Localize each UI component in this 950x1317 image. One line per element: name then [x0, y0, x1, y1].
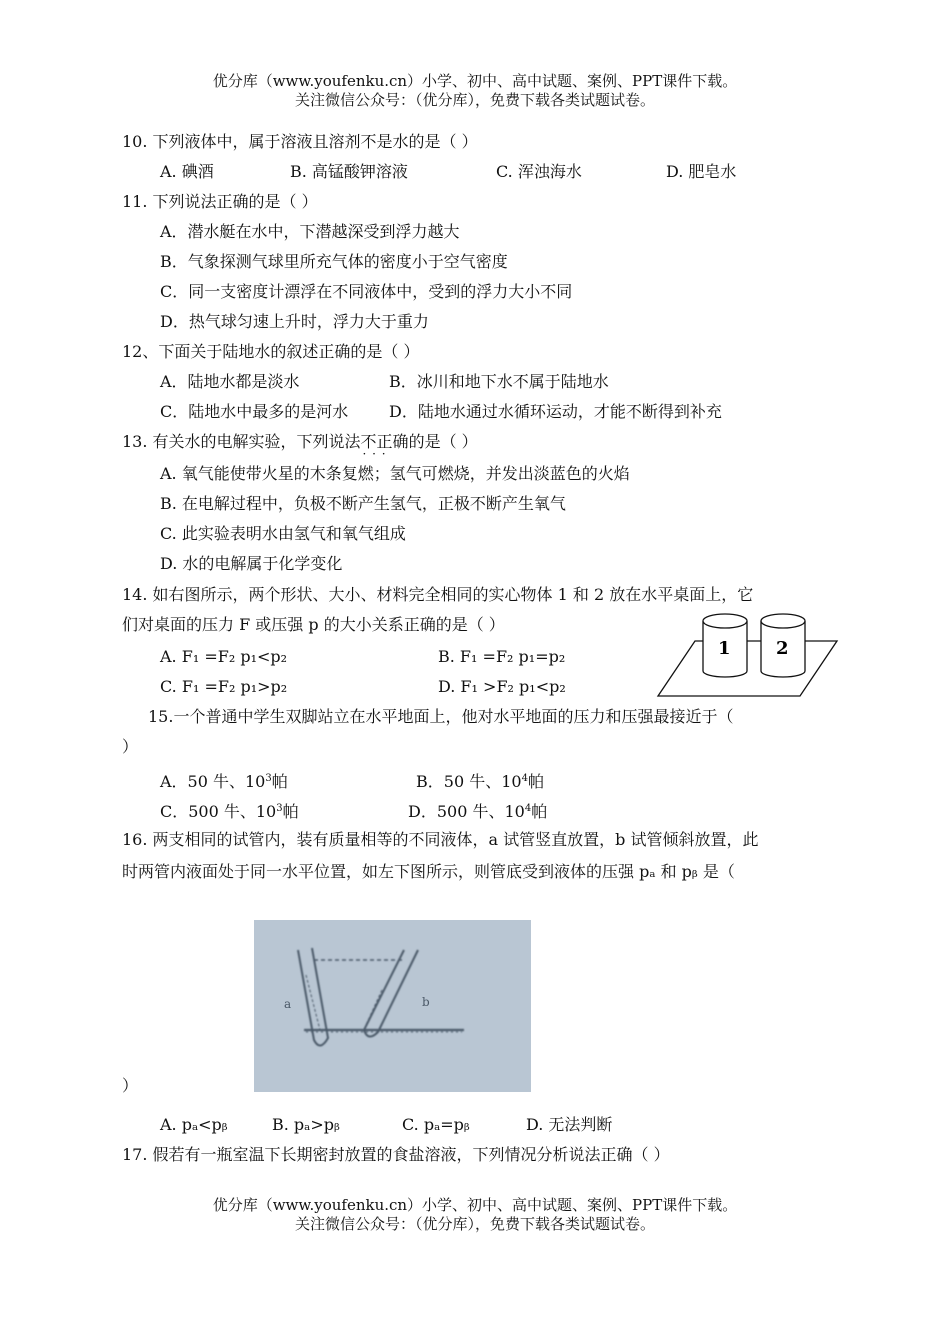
- q15-d-text: D．500 牛、10: [408, 802, 525, 821]
- q15-a-text: A．50 牛、10: [160, 772, 266, 791]
- q16-test-tube-photo: [254, 920, 531, 1092]
- q16-stem-line-1: 16. 两支相同的试管内，装有质量相等的不同液体，a 试管竖直放置，b 试管倾斜放置，此: [122, 830, 759, 849]
- q13-stem: [122, 432, 478, 452]
- q13-option-d: D. 水的电解属于化学变化: [160, 554, 343, 573]
- q13-option-b: B. 在电解过程中，负极不断产生氢气，正极不断产生氧气: [160, 494, 566, 513]
- q11-option-d: D．热气球匀速上升时，浮力大于重力: [160, 312, 429, 331]
- q12-option-d: D．陆地水通过水循环运动，才能不断得到补充: [389, 402, 722, 421]
- q15-b-text: B．50 牛、10: [416, 772, 522, 791]
- header-line-2: 关注微信公众号：（优分库），免费下载各类试题试卷。: [294, 91, 655, 109]
- figure-label-a: a: [284, 997, 292, 1011]
- q15-option-a: [160, 769, 288, 792]
- q16-option-d: D. 无法判断: [526, 1115, 613, 1134]
- q14-option-d: D. F₁ >F₂ p₁<p₂: [438, 677, 566, 696]
- header-line-1: 优分库（www.youfenku.cn）小学、初中、高中试题、案例、PPT课件下载。: [212, 72, 738, 90]
- q15-option-c: [160, 799, 299, 822]
- q16-option-c: C. pₐ=pᵦ: [402, 1115, 470, 1134]
- q13-stem-pre: 13. 有关水的电解实验，下列说法: [122, 432, 361, 451]
- q15-stem-line-2: ）: [122, 737, 139, 756]
- q16-option-b: B. pₐ>pᵦ: [272, 1115, 340, 1134]
- q15-stem-line-1: 15.一个普通中学生双脚站立在水平地面上，他对水平地面的压力和压强最接近于（: [148, 707, 734, 726]
- q12-option-c: C．陆地水中最多的是河水: [160, 402, 349, 421]
- q10-option-b: B. 高锰酸钾溶液: [290, 162, 408, 181]
- q16-option-a: A. pₐ<pᵦ: [160, 1115, 228, 1134]
- q15-b-unit: 帕: [527, 772, 544, 791]
- q15-c-unit: 帕: [282, 802, 299, 821]
- q15-option-d: [408, 799, 547, 822]
- q15-c-exp: 3: [276, 803, 283, 814]
- q15-d-unit: 帕: [531, 802, 548, 821]
- figure-label-1: 1: [718, 638, 731, 659]
- q11-option-c: C．同一支密度计漂浮在不同液体中，受到的浮力大小不同: [160, 282, 573, 301]
- q13-stem-post: 的是（ ）: [408, 432, 478, 451]
- q11-option-b: B．气象探测气球里所充气体的密度小于空气密度: [160, 252, 508, 271]
- q14-option-c: C. F₁ =F₂ p₁>p₂: [160, 677, 288, 696]
- q15-c-text: C．500 牛、10: [160, 802, 277, 821]
- q11-option-a: A．潜水艇在水中，下潜越深受到浮力越大: [160, 222, 460, 241]
- q14-option-b: B. F₁ =F₂ p₁=p₂: [438, 647, 566, 666]
- q10-option-a: A. 碘酒: [160, 162, 214, 181]
- q12-stem: 12、下面关于陆地水的叙述正确的是（ ）: [122, 342, 420, 361]
- q16-stem-line-2: 时两管内液面处于同一水平位置，如左下图所示，则管底受到液体的压强 pₐ 和 pᵦ 是（: [122, 862, 735, 881]
- q12-option-b: B．冰川和地下水不属于陆地水: [389, 372, 609, 391]
- q14-option-a: A. F₁ =F₂ p₁<p₂: [160, 647, 288, 666]
- q17-stem: 17. 假若有一瓶室温下长期密封放置的食盐溶液，下列情况分析说法正确（ ）: [122, 1145, 670, 1164]
- q12-option-a: A．陆地水都是淡水: [160, 372, 300, 391]
- q14-stem-line-2: 们对桌面的压力 F 或压强 p 的大小关系正确的是（ ）: [122, 615, 505, 634]
- q15-d-exp: 4: [524, 803, 532, 814]
- q13-option-a: A. 氧气能使带火星的木条复燃；氢气可燃烧，并发出淡蓝色的火焰: [160, 464, 630, 483]
- q16-stem-line-3: ）: [122, 1076, 139, 1095]
- q10-option-d: D. 肥皂水: [666, 162, 737, 181]
- q14-figure-cylinders: [655, 606, 840, 698]
- q15-b-exp: 4: [521, 773, 528, 784]
- q10-option-c: C. 浑浊海水: [496, 162, 582, 181]
- footer-line-2: 关注微信公众号：（优分库），免费下载各类试题试卷。: [294, 1215, 655, 1233]
- q13-option-c: C. 此实验表明水由氢气和氧气组成: [160, 524, 406, 543]
- q14-stem-line-1: 14. 如右图所示，两个形状、大小、材料完全相同的实心物体 1 和 2 放在水平桌面上，它: [122, 585, 754, 604]
- q10-stem: 10. 下列液体中，属于溶液且溶剂不是水的是（ ）: [122, 132, 478, 151]
- q15-a-exp: 3: [265, 773, 272, 784]
- q15-option-b: [416, 769, 544, 792]
- figure-label-2: 2: [776, 638, 789, 659]
- q11-stem: 11. 下列说法正确的是（ ）: [122, 192, 318, 211]
- q15-a-unit: 帕: [271, 772, 288, 791]
- q13-emphasis: 不正确 · · ·: [361, 432, 409, 451]
- figure-label-b: b: [422, 995, 430, 1009]
- footer-line-1: 优分库（www.youfenku.cn）小学、初中、高中试题、案例、PPT课件下载。: [212, 1196, 738, 1214]
